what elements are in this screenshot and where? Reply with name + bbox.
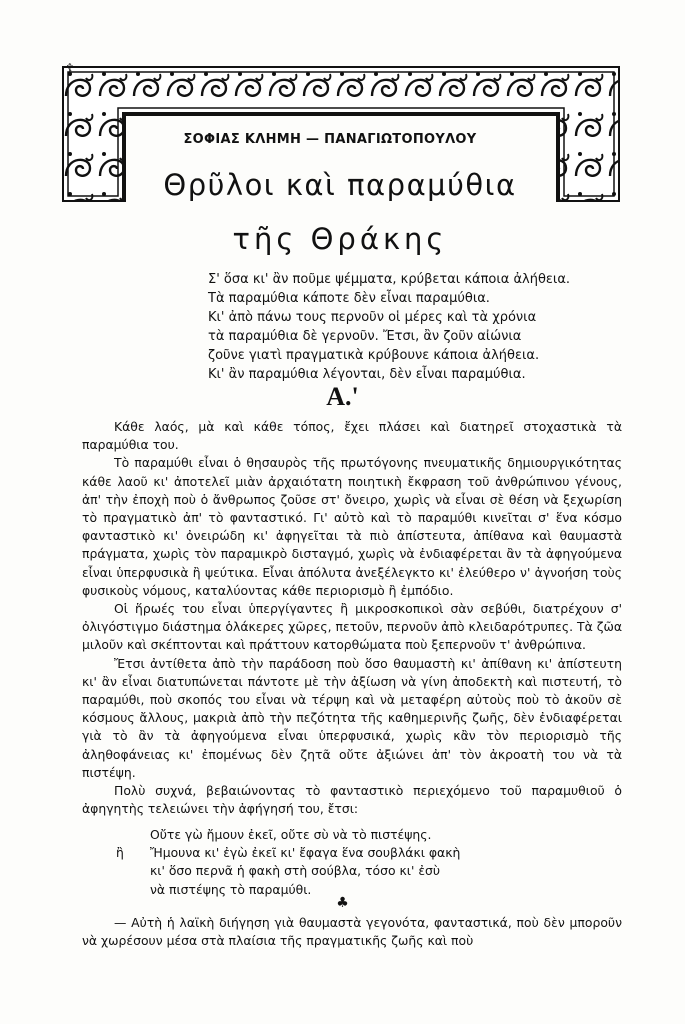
paragraph: — Αὐτὴ ἡ λαϊκὴ διήγηση γιὰ θαυμαστὰ γεγονότα, φανταστικά, ποὺ δὲν μποροῦν νὰ χωρέσουν μέσα στὰ πλαίσια τῆς πραγματικῆς ζωῆς καὶ ποὺ bbox=[82, 915, 622, 949]
final-paragraph bbox=[82, 914, 622, 950]
poem-line: τὰ παραμύθια δὲ γερνοῦν. Ἔτσι, ἂν ζοῦν αἰώνια bbox=[208, 329, 522, 344]
verse-line: Οὔτε γὼ ἤμουν ἐκεῖ, οὔτε σὺ νὰ τὸ πιστέψης. bbox=[150, 827, 432, 842]
page-title: Θρῦλοι καὶ παραμύθια bbox=[163, 168, 517, 202]
paragraph: Οἱ ἥρωές του εἶναι ὑπεργίγαντες ἢ μικροσκοπικοὶ σὰν σεβύθι, διατρέχουν σ' ὀλιγόστιγμο διάστημα ὁλάκερες χῶρες, πετοῦν, περνοῦν ἀπὸ κλειδαρότρυπες. Τὰ ζῶα μιλοῦν καὶ σκέπτονται καὶ πράττουν κατορθώματα ποὺ ξεπερνοῦν τ' ἀνθρώπινα. bbox=[82, 601, 622, 653]
verse-line: κι' ὅσο περνᾶ ἡ φακὴ στὴ σούβλα, τόσο κι' ἐσὺ bbox=[150, 863, 441, 879]
separator-ornament: ♣ bbox=[336, 895, 349, 911]
paragraph: Τὸ παραμύθι εἶναι ὁ θησαυρὸς τῆς πρωτόγονης πνευματικῆς δημιουργικότητας κάθε λαοῦ κι' ἀποτελεῖ μιὰν ἀρχαιότατη ποιητικὴ ἔκφραση τοῦ ἀνθρώπινου γένους, ἀπ' τὴν ἐποχὴ ποὺ ὁ ἄνθρωπος ζοῦσε στ' ὄνειρο, χωρὶς νὰ εἶναι σὲ θέση νὰ ξεχωρίση τὸ πραγματικὸ ἀπ' τὸ φανταστικό. Γι' αὐτὸ καὶ τὸ παραμύθι κινεῖται σ' ἕνα κόσμο φανταστικὸ κι' ὀνειρώδη κι' ἀφηγεῖται τὰ πιὸ ἀπίστευτα, ἀπίθανα καὶ θαυμαστὰ πράγματα, χωρὶς τὸν παραμικρὸ δισταγμό, χωρὶς νὰ ἐνδιαφέρεται ἂν τὰ ἀφηγούμενα εἶναι ὑπερφυσικὰ ἢ ψεύτικα. Εἶναι ἀπόλυτα ἀνεξέλεγκτο κι' ἐλεύθερο ν' ἀγνοήση τοὺς φυσικοὺς νόμους, καταλύοντας κάθε περιορισμὸ ἢ ἐμπόδιο. bbox=[82, 455, 622, 598]
poem-line: ζοῦνε γιατὶ πραγματικὰ κρύβουνε κάποια ἀλήθεια. bbox=[208, 348, 540, 363]
paragraph: Ἔτσι ἀντίθετα ἀπὸ τὴν παράδοση ποὺ ὅσο θαυμαστὴ κι' ἀπίθανη κι' ἀπίστευτη κι' ἂν εἶναι διατυπώνεται πάντοτε μὲ τὴν ἀξίωση νὰ γίνη ἀποδεκτὴ καὶ πιστευτή, τὸ παραμύθι, ποὺ σκοπός του εἶναι νὰ τέρψη καὶ νὰ μεταφέρη αὐτοὺς ποὺ τὸ ἀκοῦν σὲ κόσμους ἄλλους, μακριὰ ἀπὸ τὴν πεζότητα τῆς καθημερινῆς ζωῆς, δὲν ἐνδιαφέρεται γιὰ τὸ ἂν τὰ ἀφηγούμενα εἶναι ὑπερφυσικά, χωρὶς κἂν τὸν περιορισμὸ τῆς ἀληθοφάνειας κι' ἐπομένως δὲν ζητᾶ οὔτε ἀξιώνει ἀπ' τὸν ἀκροατὴ του νὰ τὰ πιστέψη. bbox=[82, 655, 622, 780]
verse-or: ἢ bbox=[116, 845, 124, 860]
verse-line: Ἤμουνα κι' ἐγὼ ἐκεῖ κι' ἔφαγα ἕνα σουβλάκι φακὴ bbox=[150, 845, 461, 861]
paragraph: Κάθε λαός, μὰ καὶ κάθε τόπος, ἔχει πλάσει καὶ διατηρεῖ στοχαστικὰ τὰ παραμύθια του. bbox=[82, 419, 622, 453]
poem-line: Κι' ἂν παραμύθια λέγονται, δὲν εἶναι παραμύθια. bbox=[208, 367, 526, 382]
poem-line: Τὰ παραμύθια κάποτε δὲν εἶναι παραμύθια. bbox=[208, 291, 490, 306]
section-heading: Α.' bbox=[326, 382, 359, 411]
verse-line: νὰ πιστέψης τὸ παραμύθι. bbox=[150, 881, 312, 897]
author-name: ΣΟΦΙΑΣ ΚΛΗΜΗ — ΠΑΝΑΓΙΩΤΟΠΟΥΛΟΥ bbox=[183, 132, 477, 147]
epigraph-poem bbox=[208, 270, 628, 384]
closing-verse bbox=[150, 826, 590, 899]
cross-symbol: ☦ bbox=[66, 61, 74, 75]
body-text bbox=[82, 418, 622, 818]
paragraph: Πολὺ συχνά, βεβαιώνοντας τὸ φανταστικὸ περιεχόμενο τοῦ παραμυθιοῦ ὁ ἀφηγητὴς τελειώνει τὴν ἀφήγησή του, ἔτσι: bbox=[82, 783, 622, 817]
poem-line: Κι' ἀπὸ πάνω τους περνοῦν οἱ μέρες καὶ τὰ χρόνια bbox=[208, 310, 537, 325]
poem-line: Σ' ὅσα κι' ἂν ποῦμε ψέμματα, κρύβεται κάποια ἀλήθεια. bbox=[208, 272, 571, 287]
page-subtitle: τῆς Θράκης bbox=[232, 222, 448, 256]
